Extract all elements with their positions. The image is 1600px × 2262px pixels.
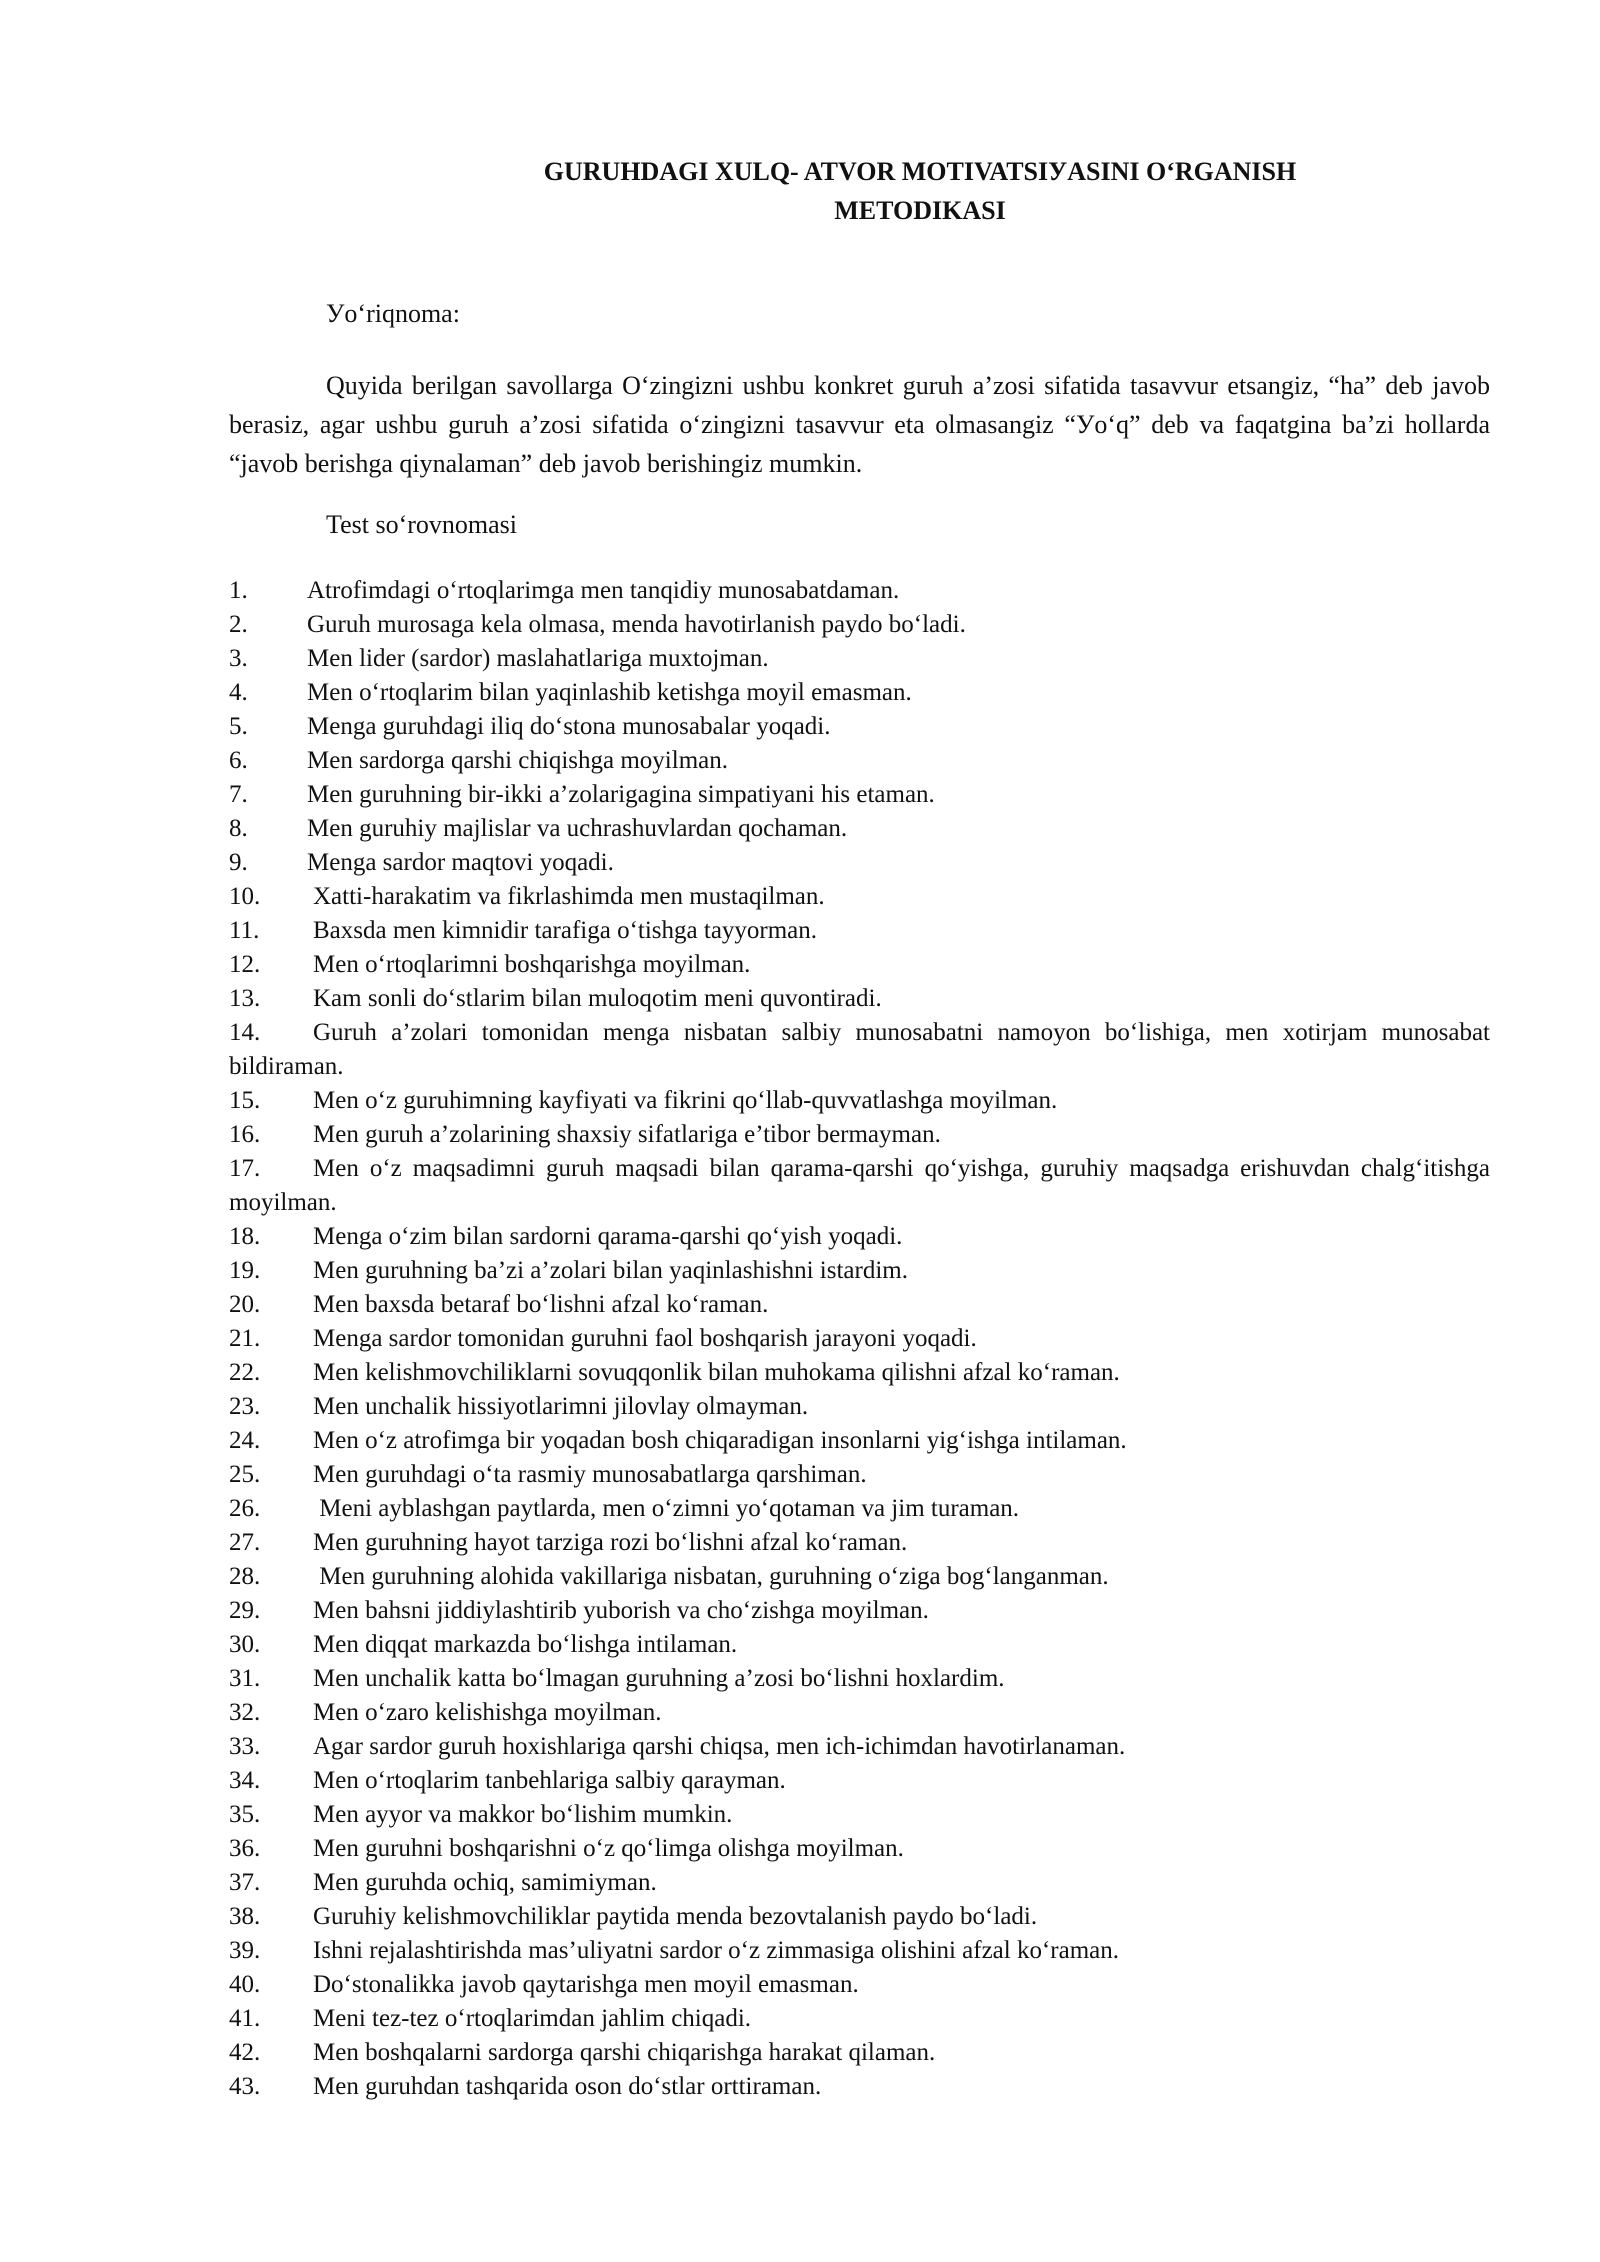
question-item <box>229 1696 1490 1730</box>
question-item <box>229 1152 1490 1220</box>
question-text: Menga oʻzim bilan sardorni qarama-qarshi qoʻyish yoqadi. <box>313 1223 903 1250</box>
question-number: 24. <box>229 1427 261 1454</box>
question-item <box>229 1968 1490 2002</box>
question-number: 17. <box>229 1155 261 1182</box>
question-number: 16. <box>229 1121 261 1148</box>
instruction-paragraph: Quyida berilgan savollarga Oʻzingizni ushbu konkret guruh a’zosi sifatida tasavvur etsangiz, “ha” deb javob berasiz, agar ushbu guruh a’zosi sifatida oʻzingizni tasavvur eta olmasangiz “Уoʻq” deb va faqatgina ba’zi hollarda “javob berishga qiynalaman” deb javob berishingiz mumkin. <box>229 371 1490 478</box>
question-item <box>229 676 1490 710</box>
question-text: Menga sardor tomonidan guruhni faol boshqarish jarayoni yoqadi. <box>313 1325 977 1352</box>
question-number: 39. <box>229 1937 261 1964</box>
question-item <box>229 2070 1490 2104</box>
question-number: 21. <box>229 1325 261 1352</box>
question-number: 7. <box>229 781 248 808</box>
question-list <box>229 574 1490 2104</box>
question-item <box>229 846 1490 880</box>
question-item <box>229 1832 1490 1866</box>
question-number: 34. <box>229 1767 261 1794</box>
question-text: Men guruhdan tashqarida oson doʻstlar orttiraman. <box>313 2073 822 2100</box>
question-text: Guruh a’zolari tomonidan menga nisbatan salbiy munosabatni namoyon boʻlishiga, men xotirjam munosabat bildiraman. <box>229 1019 1490 1080</box>
question-number: 2. <box>229 611 248 638</box>
question-item <box>229 1662 1490 1696</box>
question-number: 15. <box>229 1087 261 1114</box>
question-text: Men oʻrtoqlarim bilan yaqinlashib ketishga moyil emasman. <box>307 679 912 706</box>
question-text: Xatti-harakatim va fikrlashimda men mustaqilman. <box>313 883 825 910</box>
question-number: 40. <box>229 1971 261 1998</box>
question-item <box>229 744 1490 778</box>
question-text: Men oʻz maqsadimni guruh maqsadi bilan qarama-qarshi qoʻyishga, guruhiy maqsadga erishuvdan chalgʻitishga moyilman. <box>229 1155 1490 1216</box>
question-text: Men guruhda ochiq, samimiyman. <box>313 1869 657 1896</box>
question-text: Men boshqalarni sardorga qarshi chiqarishga harakat qilaman. <box>313 2039 936 2066</box>
question-text: Men guruhning ba’zi a’zolari bilan yaqinlashishni istardim. <box>313 1257 908 1284</box>
question-number: 30. <box>229 1631 261 1658</box>
question-number: 26. <box>229 1495 261 1522</box>
question-text: Men guruhdagi oʻta rasmiy munosabatlarga qarshiman. <box>313 1461 867 1488</box>
question-number: 12. <box>229 951 261 978</box>
question-item <box>229 1560 1490 1594</box>
question-number: 13. <box>229 985 261 1012</box>
question-number: 32. <box>229 1699 261 1726</box>
question-item <box>229 1322 1490 1356</box>
question-item <box>229 1798 1490 1832</box>
question-text: Men baxsda betaraf boʻlishni afzal koʻraman. <box>313 1291 769 1318</box>
question-item <box>229 2002 1490 2036</box>
question-number: 14. <box>229 1019 261 1046</box>
question-text: Meni ayblashgan paytlarda, men oʻzimni yoʻqotaman va jim turaman. <box>313 1495 1020 1522</box>
question-item <box>229 1730 1490 1764</box>
question-text: Guruh murosaga kela olmasa, menda havotirlanish paydo boʻladi. <box>307 611 966 638</box>
question-number: 28. <box>229 1563 261 1590</box>
question-number: 43. <box>229 2073 261 2100</box>
question-number: 25. <box>229 1461 261 1488</box>
question-text: Men kelishmovchiliklarni sovuqqonlik bilan muhokama qilishni afzal koʻraman. <box>313 1359 1120 1386</box>
question-item <box>229 1934 1490 1968</box>
question-number: 4. <box>229 679 248 706</box>
question-item <box>229 1254 1490 1288</box>
question-number: 42. <box>229 2039 261 2066</box>
question-number: 36. <box>229 1835 261 1862</box>
question-number: 5. <box>229 713 248 740</box>
question-text: Baxsda men kimnidir tarafiga oʻtishga tayyorman. <box>313 917 818 944</box>
question-text: Men guruhning bir-ikki a’zolarigagina simpatiyani his etaman. <box>307 781 935 808</box>
question-item <box>229 574 1490 608</box>
question-number: 9. <box>229 849 248 876</box>
question-number: 6. <box>229 747 248 774</box>
question-text: Men lider (sardor) maslahatlariga muxtojman. <box>307 645 769 672</box>
question-number: 23. <box>229 1393 261 1420</box>
question-number: 18. <box>229 1223 261 1250</box>
question-text: Men guruh a’zolarining shaxsiy sifatlariga e’tibor bermayman. <box>313 1121 941 1148</box>
question-number: 1. <box>229 577 248 604</box>
question-item <box>229 1424 1490 1458</box>
question-item <box>229 1526 1490 1560</box>
question-item <box>229 1220 1490 1254</box>
question-text: Men oʻrtoqlarimni boshqarishga moyilman. <box>313 951 751 978</box>
document-title <box>230 152 1600 230</box>
question-item <box>229 1764 1490 1798</box>
question-item <box>229 1458 1490 1492</box>
question-text: Men diqqat markazda boʻlishga intilaman. <box>313 1631 738 1658</box>
question-text: Men oʻz atrofimga bir yoqadan bosh chiqaradigan insonlarni yigʻishga intilaman. <box>313 1427 1127 1454</box>
title-line-2: METODIKASI <box>834 196 1006 225</box>
question-number: 19. <box>229 1257 261 1284</box>
question-number: 27. <box>229 1529 261 1556</box>
question-item <box>229 914 1490 948</box>
question-item <box>229 1594 1490 1628</box>
question-text: Men guruhiy majlislar va uchrashuvlardan qochaman. <box>307 815 848 842</box>
question-item <box>229 1118 1490 1152</box>
question-text: Men unchalik hissiyotlarimni jilovlay olmayman. <box>313 1393 809 1420</box>
question-number: 11. <box>229 917 260 944</box>
question-number: 38. <box>229 1903 261 1930</box>
question-number: 37. <box>229 1869 261 1896</box>
question-text: Men guruhning hayot tarziga rozi boʻlishni afzal koʻraman. <box>313 1529 908 1556</box>
question-text: Men ayyor va makkor boʻlishim mumkin. <box>313 1801 733 1828</box>
question-item <box>229 2036 1490 2070</box>
question-number: 31. <box>229 1665 261 1692</box>
question-item <box>229 1866 1490 1900</box>
question-number: 29. <box>229 1597 261 1624</box>
question-item <box>229 1016 1490 1084</box>
question-item <box>229 1628 1490 1662</box>
test-heading: Test soʻrovnomasi <box>326 510 517 539</box>
question-number: 35. <box>229 1801 261 1828</box>
question-text: Doʻstonalikka javob qaytarishga men moyil emasman. <box>313 1971 859 1998</box>
question-text: Men guruhning alohida vakillariga nisbatan, guruhning oʻziga bogʻlanganman. <box>313 1563 1109 1590</box>
question-number: 10. <box>229 883 261 910</box>
question-text: Men sardorga qarshi chiqishga moyilman. <box>307 747 728 774</box>
question-item <box>229 778 1490 812</box>
question-item <box>229 982 1490 1016</box>
question-item <box>229 1900 1490 1934</box>
question-item <box>229 1390 1490 1424</box>
question-item <box>229 1288 1490 1322</box>
question-text: Kam sonli doʻstlarim bilan muloqotim meni quvontiradi. <box>313 985 882 1012</box>
question-item <box>229 1356 1490 1390</box>
question-text: Atrofimdagi oʻrtoqlarimga men tanqidiy munosabatdaman. <box>307 577 900 604</box>
question-text: Meni tez-tez oʻrtoqlarimdan jahlim chiqadi. <box>313 2005 752 2032</box>
question-text: Men unchalik katta boʻlmagan guruhning a’zosi boʻlishni hoxlardim. <box>313 1665 1005 1692</box>
question-text: Men bahsni jiddiylashtirib yuborish va choʻzishga moyilman. <box>313 1597 929 1624</box>
question-text: Men oʻrtoqlarim tanbehlariga salbiy qarayman. <box>313 1767 786 1794</box>
question-item <box>229 880 1490 914</box>
question-item <box>229 642 1490 676</box>
question-number: 3. <box>229 645 248 672</box>
instruction-heading: Уoʻriqnoma: <box>326 299 460 328</box>
question-text: Men oʻzaro kelishishga moyilman. <box>313 1699 662 1726</box>
question-item <box>229 710 1490 744</box>
question-item <box>229 812 1490 846</box>
question-text: Menga guruhdagi iliq doʻstona munosabalar yoqadi. <box>307 713 831 740</box>
question-text: Menga sardor maqtovi yoqadi. <box>307 849 614 876</box>
question-text: Ishni rejalashtirishda mas’uliyatni sardor oʻz zimmasiga olishini afzal koʻraman. <box>313 1937 1120 1964</box>
question-number: 22. <box>229 1359 261 1386</box>
question-number: 20. <box>229 1291 261 1318</box>
question-text: Guruhiy kelishmovchiliklar paytida menda bezovtalanish paydo boʻladi. <box>313 1903 1038 1930</box>
question-item <box>229 1492 1490 1526</box>
title-line-1: GURUHDAGI XULQ- ATVOR MOTIVATSIУASINI OʻRGANISH <box>543 157 1297 186</box>
question-number: 8. <box>229 815 248 842</box>
question-number: 41. <box>229 2005 261 2032</box>
question-text: Men guruhni boshqarishni oʻz qoʻlimga olishga moyilman. <box>313 1835 904 1862</box>
question-item <box>229 948 1490 982</box>
question-item <box>229 608 1490 642</box>
question-item <box>229 1084 1490 1118</box>
question-number: 33. <box>229 1733 261 1760</box>
question-text: Men oʻz guruhimning kayfiyati va fikrini qoʻllab-quvvatlashga moyilman. <box>313 1087 1058 1114</box>
question-text: Agar sardor guruh hoxishlariga qarshi chiqsa, men ich-ichimdan havotirlanaman. <box>313 1733 1126 1760</box>
